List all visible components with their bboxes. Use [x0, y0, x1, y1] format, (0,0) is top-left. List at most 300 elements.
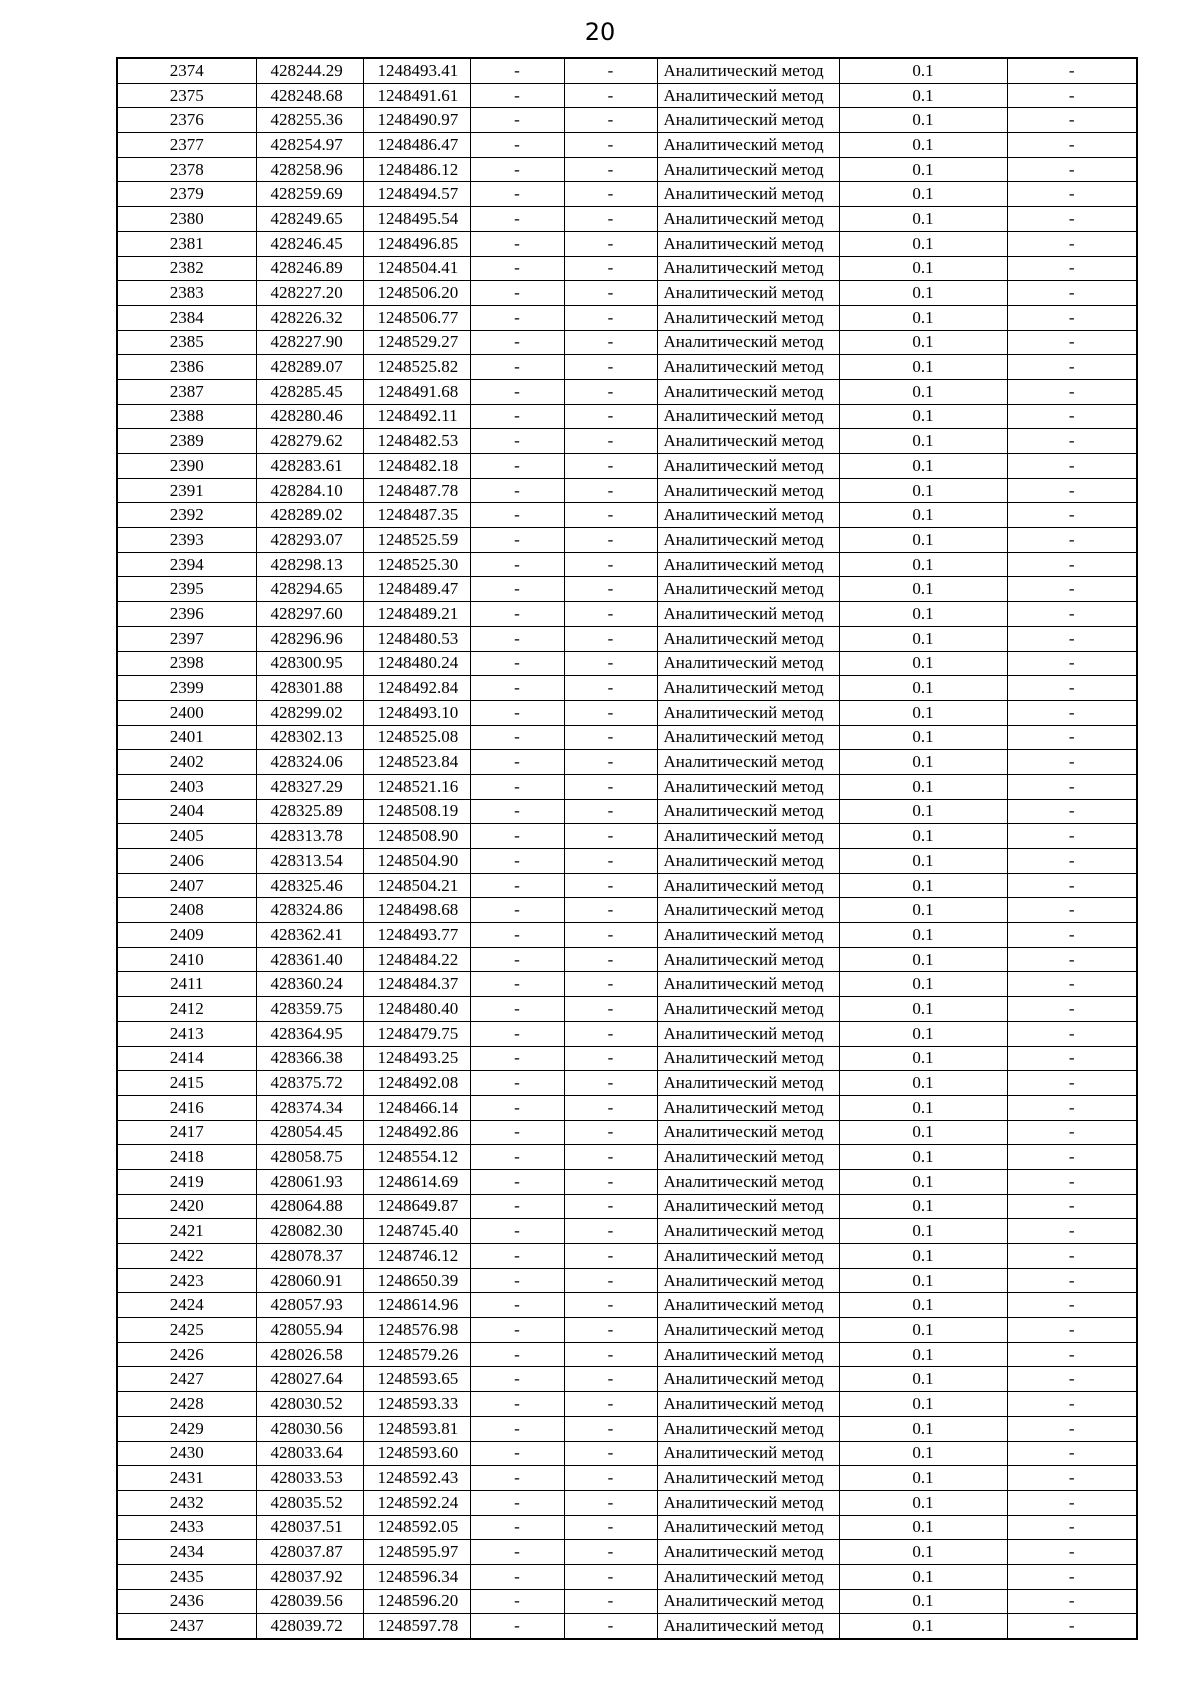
- method-cell: Аналитический метод: [657, 83, 839, 108]
- x-coordinate-cell: 428289.02: [256, 503, 363, 528]
- method-cell: Аналитический метод: [657, 503, 839, 528]
- col4-cell: -: [470, 577, 564, 602]
- point-number-cell: 2417: [117, 1120, 256, 1145]
- col8-cell: -: [1007, 108, 1137, 133]
- col8-cell: -: [1007, 1071, 1137, 1096]
- point-number-cell: 2421: [117, 1219, 256, 1244]
- x-coordinate-cell: 428258.96: [256, 157, 363, 182]
- col5-cell: -: [564, 503, 657, 528]
- point-number-cell: 2402: [117, 750, 256, 775]
- col8-cell: -: [1007, 1614, 1137, 1639]
- col4-cell: -: [470, 1120, 564, 1145]
- method-cell: Аналитический метод: [657, 626, 839, 651]
- accuracy-cell: 0.1: [839, 1490, 1007, 1515]
- y-coordinate-cell: 1248492.84: [363, 676, 470, 701]
- point-number-cell: 2383: [117, 281, 256, 306]
- method-cell: Аналитический метод: [657, 1244, 839, 1269]
- point-number-cell: 2408: [117, 898, 256, 923]
- x-coordinate-cell: 428374.34: [256, 1095, 363, 1120]
- method-cell: Аналитический метод: [657, 528, 839, 553]
- col8-cell: -: [1007, 824, 1137, 849]
- x-coordinate-cell: 428297.60: [256, 602, 363, 627]
- col5-cell: -: [564, 1614, 657, 1639]
- x-coordinate-cell: 428294.65: [256, 577, 363, 602]
- method-cell: Аналитический метод: [657, 1367, 839, 1392]
- col8-cell: -: [1007, 1441, 1137, 1466]
- table-row: [117, 947, 1137, 972]
- col4-cell: -: [470, 133, 564, 158]
- table-row: [117, 182, 1137, 207]
- table-row: [117, 1046, 1137, 1071]
- accuracy-cell: 0.1: [839, 700, 1007, 725]
- col5-cell: -: [564, 1515, 657, 1540]
- col5-cell: -: [564, 1021, 657, 1046]
- point-number-cell: 2432: [117, 1490, 256, 1515]
- table-row: [117, 774, 1137, 799]
- accuracy-cell: 0.1: [839, 157, 1007, 182]
- x-coordinate-cell: 428324.86: [256, 898, 363, 923]
- col4-cell: -: [470, 1342, 564, 1367]
- col5-cell: -: [564, 478, 657, 503]
- col8-cell: -: [1007, 997, 1137, 1022]
- table-row: [117, 379, 1137, 404]
- coordinates-table-body: [117, 58, 1137, 1639]
- col5-cell: -: [564, 1194, 657, 1219]
- col4-cell: -: [470, 1540, 564, 1565]
- col4-cell: -: [470, 750, 564, 775]
- x-coordinate-cell: 428064.88: [256, 1194, 363, 1219]
- col4-cell: -: [470, 454, 564, 479]
- accuracy-cell: 0.1: [839, 1194, 1007, 1219]
- method-cell: Аналитический метод: [657, 947, 839, 972]
- table-row: [117, 1490, 1137, 1515]
- accuracy-cell: 0.1: [839, 1318, 1007, 1343]
- table-row: [117, 1021, 1137, 1046]
- col4-cell: -: [470, 1244, 564, 1269]
- x-coordinate-cell: 428255.36: [256, 108, 363, 133]
- col5-cell: -: [564, 1071, 657, 1096]
- accuracy-cell: 0.1: [839, 1244, 1007, 1269]
- col5-cell: -: [564, 626, 657, 651]
- col5-cell: -: [564, 700, 657, 725]
- col4-cell: -: [470, 1293, 564, 1318]
- col4-cell: -: [470, 1564, 564, 1589]
- accuracy-cell: 0.1: [839, 1614, 1007, 1639]
- accuracy-cell: 0.1: [839, 577, 1007, 602]
- col5-cell: -: [564, 1145, 657, 1170]
- col8-cell: -: [1007, 626, 1137, 651]
- table-row: [117, 750, 1137, 775]
- col5-cell: -: [564, 1490, 657, 1515]
- accuracy-cell: 0.1: [839, 898, 1007, 923]
- accuracy-cell: 0.1: [839, 503, 1007, 528]
- accuracy-cell: 0.1: [839, 528, 1007, 553]
- point-number-cell: 2415: [117, 1071, 256, 1096]
- point-number-cell: 2382: [117, 256, 256, 281]
- col4-cell: -: [470, 281, 564, 306]
- y-coordinate-cell: 1248504.41: [363, 256, 470, 281]
- x-coordinate-cell: 428362.41: [256, 923, 363, 948]
- x-coordinate-cell: 428027.64: [256, 1367, 363, 1392]
- col4-cell: -: [470, 1268, 564, 1293]
- col4-cell: -: [470, 1466, 564, 1491]
- method-cell: Аналитический метод: [657, 256, 839, 281]
- col8-cell: -: [1007, 898, 1137, 923]
- accuracy-cell: 0.1: [839, 429, 1007, 454]
- x-coordinate-cell: 428227.90: [256, 330, 363, 355]
- col8-cell: -: [1007, 1589, 1137, 1614]
- x-coordinate-cell: 428060.91: [256, 1268, 363, 1293]
- x-coordinate-cell: 428296.96: [256, 626, 363, 651]
- point-number-cell: 2405: [117, 824, 256, 849]
- accuracy-cell: 0.1: [839, 305, 1007, 330]
- col4-cell: -: [470, 1367, 564, 1392]
- col8-cell: -: [1007, 1564, 1137, 1589]
- col5-cell: -: [564, 182, 657, 207]
- accuracy-cell: 0.1: [839, 478, 1007, 503]
- col5-cell: -: [564, 1244, 657, 1269]
- col4-cell: -: [470, 898, 564, 923]
- col8-cell: -: [1007, 207, 1137, 232]
- table-row: [117, 824, 1137, 849]
- point-number-cell: 2423: [117, 1268, 256, 1293]
- point-number-cell: 2380: [117, 207, 256, 232]
- col8-cell: -: [1007, 355, 1137, 380]
- table-row: [117, 330, 1137, 355]
- point-number-cell: 2395: [117, 577, 256, 602]
- table-row: [117, 602, 1137, 627]
- accuracy-cell: 0.1: [839, 1268, 1007, 1293]
- accuracy-cell: 0.1: [839, 1120, 1007, 1145]
- x-coordinate-cell: 428035.52: [256, 1490, 363, 1515]
- y-coordinate-cell: 1248508.90: [363, 824, 470, 849]
- point-number-cell: 2435: [117, 1564, 256, 1589]
- accuracy-cell: 0.1: [839, 1046, 1007, 1071]
- accuracy-cell: 0.1: [839, 873, 1007, 898]
- accuracy-cell: 0.1: [839, 108, 1007, 133]
- col5-cell: -: [564, 1589, 657, 1614]
- point-number-cell: 2375: [117, 83, 256, 108]
- x-coordinate-cell: 428244.29: [256, 58, 363, 83]
- col5-cell: -: [564, 1293, 657, 1318]
- col4-cell: -: [470, 849, 564, 874]
- col8-cell: -: [1007, 1120, 1137, 1145]
- col5-cell: -: [564, 133, 657, 158]
- y-coordinate-cell: 1248593.33: [363, 1392, 470, 1417]
- y-coordinate-cell: 1248492.11: [363, 404, 470, 429]
- method-cell: Аналитический метод: [657, 824, 839, 849]
- y-coordinate-cell: 1248593.60: [363, 1441, 470, 1466]
- point-number-cell: 2387: [117, 379, 256, 404]
- point-number-cell: 2426: [117, 1342, 256, 1367]
- table-row: [117, 972, 1137, 997]
- accuracy-cell: 0.1: [839, 1219, 1007, 1244]
- x-coordinate-cell: 428249.65: [256, 207, 363, 232]
- col4-cell: -: [470, 478, 564, 503]
- col8-cell: -: [1007, 1244, 1137, 1269]
- col8-cell: -: [1007, 281, 1137, 306]
- x-coordinate-cell: 428299.02: [256, 700, 363, 725]
- y-coordinate-cell: 1248480.24: [363, 651, 470, 676]
- point-number-cell: 2388: [117, 404, 256, 429]
- method-cell: Аналитический метод: [657, 873, 839, 898]
- col8-cell: -: [1007, 873, 1137, 898]
- method-cell: Аналитический метод: [657, 1071, 839, 1096]
- x-coordinate-cell: 428054.45: [256, 1120, 363, 1145]
- table-row: [117, 355, 1137, 380]
- table-row: [117, 700, 1137, 725]
- point-number-cell: 2430: [117, 1441, 256, 1466]
- point-number-cell: 2384: [117, 305, 256, 330]
- x-coordinate-cell: 428313.78: [256, 824, 363, 849]
- table-row: [117, 898, 1137, 923]
- accuracy-cell: 0.1: [839, 1441, 1007, 1466]
- y-coordinate-cell: 1248504.21: [363, 873, 470, 898]
- method-cell: Аналитический метод: [657, 1268, 839, 1293]
- col4-cell: -: [470, 972, 564, 997]
- col8-cell: -: [1007, 429, 1137, 454]
- table-row: [117, 1071, 1137, 1096]
- col5-cell: -: [564, 281, 657, 306]
- col8-cell: -: [1007, 725, 1137, 750]
- method-cell: Аналитический метод: [657, 133, 839, 158]
- x-coordinate-cell: 428227.20: [256, 281, 363, 306]
- table-row: [117, 1540, 1137, 1565]
- col4-cell: -: [470, 1490, 564, 1515]
- accuracy-cell: 0.1: [839, 1564, 1007, 1589]
- table-row: [117, 923, 1137, 948]
- col8-cell: -: [1007, 1515, 1137, 1540]
- method-cell: Аналитический метод: [657, 1145, 839, 1170]
- col8-cell: -: [1007, 1219, 1137, 1244]
- method-cell: Аналитический метод: [657, 676, 839, 701]
- y-coordinate-cell: 1248491.68: [363, 379, 470, 404]
- accuracy-cell: 0.1: [839, 774, 1007, 799]
- x-coordinate-cell: 428361.40: [256, 947, 363, 972]
- x-coordinate-cell: 428360.24: [256, 972, 363, 997]
- col8-cell: -: [1007, 923, 1137, 948]
- y-coordinate-cell: 1248496.85: [363, 231, 470, 256]
- col5-cell: -: [564, 355, 657, 380]
- method-cell: Аналитический метод: [657, 305, 839, 330]
- table-row: [117, 676, 1137, 701]
- y-coordinate-cell: 1248596.20: [363, 1589, 470, 1614]
- x-coordinate-cell: 428325.46: [256, 873, 363, 898]
- col5-cell: -: [564, 256, 657, 281]
- col8-cell: -: [1007, 305, 1137, 330]
- table-row: [117, 1244, 1137, 1269]
- point-number-cell: 2378: [117, 157, 256, 182]
- point-number-cell: 2399: [117, 676, 256, 701]
- method-cell: Аналитический метод: [657, 355, 839, 380]
- method-cell: Аналитический метод: [657, 1120, 839, 1145]
- table-row: [117, 528, 1137, 553]
- col5-cell: -: [564, 1095, 657, 1120]
- col8-cell: -: [1007, 1021, 1137, 1046]
- point-number-cell: 2429: [117, 1416, 256, 1441]
- y-coordinate-cell: 1248745.40: [363, 1219, 470, 1244]
- col4-cell: -: [470, 108, 564, 133]
- point-number-cell: 2407: [117, 873, 256, 898]
- table-row: [117, 1589, 1137, 1614]
- col5-cell: -: [564, 330, 657, 355]
- point-number-cell: 2392: [117, 503, 256, 528]
- method-cell: Аналитический метод: [657, 157, 839, 182]
- col8-cell: -: [1007, 577, 1137, 602]
- accuracy-cell: 0.1: [839, 1515, 1007, 1540]
- method-cell: Аналитический метод: [657, 478, 839, 503]
- col5-cell: -: [564, 305, 657, 330]
- col8-cell: -: [1007, 849, 1137, 874]
- point-number-cell: 2379: [117, 182, 256, 207]
- col5-cell: -: [564, 1367, 657, 1392]
- y-coordinate-cell: 1248593.81: [363, 1416, 470, 1441]
- x-coordinate-cell: 428364.95: [256, 1021, 363, 1046]
- method-cell: Аналитический метод: [657, 1564, 839, 1589]
- x-coordinate-cell: 428284.10: [256, 478, 363, 503]
- x-coordinate-cell: 428037.51: [256, 1515, 363, 1540]
- table-row: [117, 83, 1137, 108]
- accuracy-cell: 0.1: [839, 1392, 1007, 1417]
- y-coordinate-cell: 1248493.25: [363, 1046, 470, 1071]
- col5-cell: -: [564, 997, 657, 1022]
- col8-cell: -: [1007, 1046, 1137, 1071]
- table-row: [117, 231, 1137, 256]
- point-number-cell: 2401: [117, 725, 256, 750]
- x-coordinate-cell: 428058.75: [256, 1145, 363, 1170]
- point-number-cell: 2394: [117, 552, 256, 577]
- col4-cell: -: [470, 503, 564, 528]
- point-number-cell: 2412: [117, 997, 256, 1022]
- method-cell: Аналитический метод: [657, 330, 839, 355]
- table-row: [117, 1515, 1137, 1540]
- table-row: [117, 552, 1137, 577]
- col8-cell: -: [1007, 379, 1137, 404]
- method-cell: Аналитический метод: [657, 898, 839, 923]
- table-row: [117, 1145, 1137, 1170]
- point-number-cell: 2436: [117, 1589, 256, 1614]
- accuracy-cell: 0.1: [839, 972, 1007, 997]
- accuracy-cell: 0.1: [839, 231, 1007, 256]
- table-row: [117, 1293, 1137, 1318]
- table-row: [117, 108, 1137, 133]
- y-coordinate-cell: 1248480.53: [363, 626, 470, 651]
- col8-cell: -: [1007, 157, 1137, 182]
- accuracy-cell: 0.1: [839, 454, 1007, 479]
- y-coordinate-cell: 1248746.12: [363, 1244, 470, 1269]
- method-cell: Аналитический метод: [657, 725, 839, 750]
- method-cell: Аналитический метод: [657, 1490, 839, 1515]
- method-cell: Аналитический метод: [657, 1194, 839, 1219]
- col4-cell: -: [470, 1614, 564, 1639]
- col5-cell: -: [564, 1342, 657, 1367]
- y-coordinate-cell: 1248521.16: [363, 774, 470, 799]
- method-cell: Аналитический метод: [657, 923, 839, 948]
- x-coordinate-cell: 428375.72: [256, 1071, 363, 1096]
- table-row: [117, 1194, 1137, 1219]
- col4-cell: -: [470, 602, 564, 627]
- col4-cell: -: [470, 355, 564, 380]
- table-row: [117, 1169, 1137, 1194]
- col8-cell: -: [1007, 1540, 1137, 1565]
- point-number-cell: 2403: [117, 774, 256, 799]
- accuracy-cell: 0.1: [839, 725, 1007, 750]
- col8-cell: -: [1007, 1293, 1137, 1318]
- point-number-cell: 2400: [117, 700, 256, 725]
- col5-cell: -: [564, 1540, 657, 1565]
- accuracy-cell: 0.1: [839, 182, 1007, 207]
- col8-cell: -: [1007, 1416, 1137, 1441]
- y-coordinate-cell: 1248486.47: [363, 133, 470, 158]
- col5-cell: -: [564, 577, 657, 602]
- col4-cell: -: [470, 1441, 564, 1466]
- col4-cell: -: [470, 1219, 564, 1244]
- y-coordinate-cell: 1248484.37: [363, 972, 470, 997]
- col4-cell: -: [470, 231, 564, 256]
- table-row: [117, 157, 1137, 182]
- point-number-cell: 2431: [117, 1466, 256, 1491]
- method-cell: Аналитический метод: [657, 1095, 839, 1120]
- col5-cell: -: [564, 651, 657, 676]
- point-number-cell: 2390: [117, 454, 256, 479]
- point-number-cell: 2393: [117, 528, 256, 553]
- point-number-cell: 2404: [117, 799, 256, 824]
- method-cell: Аналитический метод: [657, 1416, 839, 1441]
- col5-cell: -: [564, 207, 657, 232]
- table-row: [117, 626, 1137, 651]
- col4-cell: -: [470, 799, 564, 824]
- point-number-cell: 2410: [117, 947, 256, 972]
- point-number-cell: 2437: [117, 1614, 256, 1639]
- col5-cell: -: [564, 1318, 657, 1343]
- col5-cell: -: [564, 552, 657, 577]
- x-coordinate-cell: 428300.95: [256, 651, 363, 676]
- y-coordinate-cell: 1248489.47: [363, 577, 470, 602]
- y-coordinate-cell: 1248525.59: [363, 528, 470, 553]
- col4-cell: -: [470, 997, 564, 1022]
- table-row: [117, 1095, 1137, 1120]
- table-row: [117, 281, 1137, 306]
- col5-cell: -: [564, 1169, 657, 1194]
- col8-cell: -: [1007, 602, 1137, 627]
- col8-cell: -: [1007, 454, 1137, 479]
- y-coordinate-cell: 1248554.12: [363, 1145, 470, 1170]
- col4-cell: -: [470, 552, 564, 577]
- method-cell: Аналитический метод: [657, 454, 839, 479]
- col8-cell: -: [1007, 1169, 1137, 1194]
- accuracy-cell: 0.1: [839, 602, 1007, 627]
- y-coordinate-cell: 1248508.19: [363, 799, 470, 824]
- accuracy-cell: 0.1: [839, 676, 1007, 701]
- col4-cell: -: [470, 1021, 564, 1046]
- y-coordinate-cell: 1248492.86: [363, 1120, 470, 1145]
- x-coordinate-cell: 428057.93: [256, 1293, 363, 1318]
- accuracy-cell: 0.1: [839, 1416, 1007, 1441]
- y-coordinate-cell: 1248466.14: [363, 1095, 470, 1120]
- y-coordinate-cell: 1248597.78: [363, 1614, 470, 1639]
- table-row: [117, 1318, 1137, 1343]
- col8-cell: -: [1007, 1466, 1137, 1491]
- col4-cell: -: [470, 1046, 564, 1071]
- method-cell: Аналитический метод: [657, 774, 839, 799]
- table-row: [117, 1392, 1137, 1417]
- point-number-cell: 2386: [117, 355, 256, 380]
- col4-cell: -: [470, 58, 564, 83]
- table-row: [117, 454, 1137, 479]
- x-coordinate-cell: 428313.54: [256, 849, 363, 874]
- col5-cell: -: [564, 774, 657, 799]
- table-row: [117, 404, 1137, 429]
